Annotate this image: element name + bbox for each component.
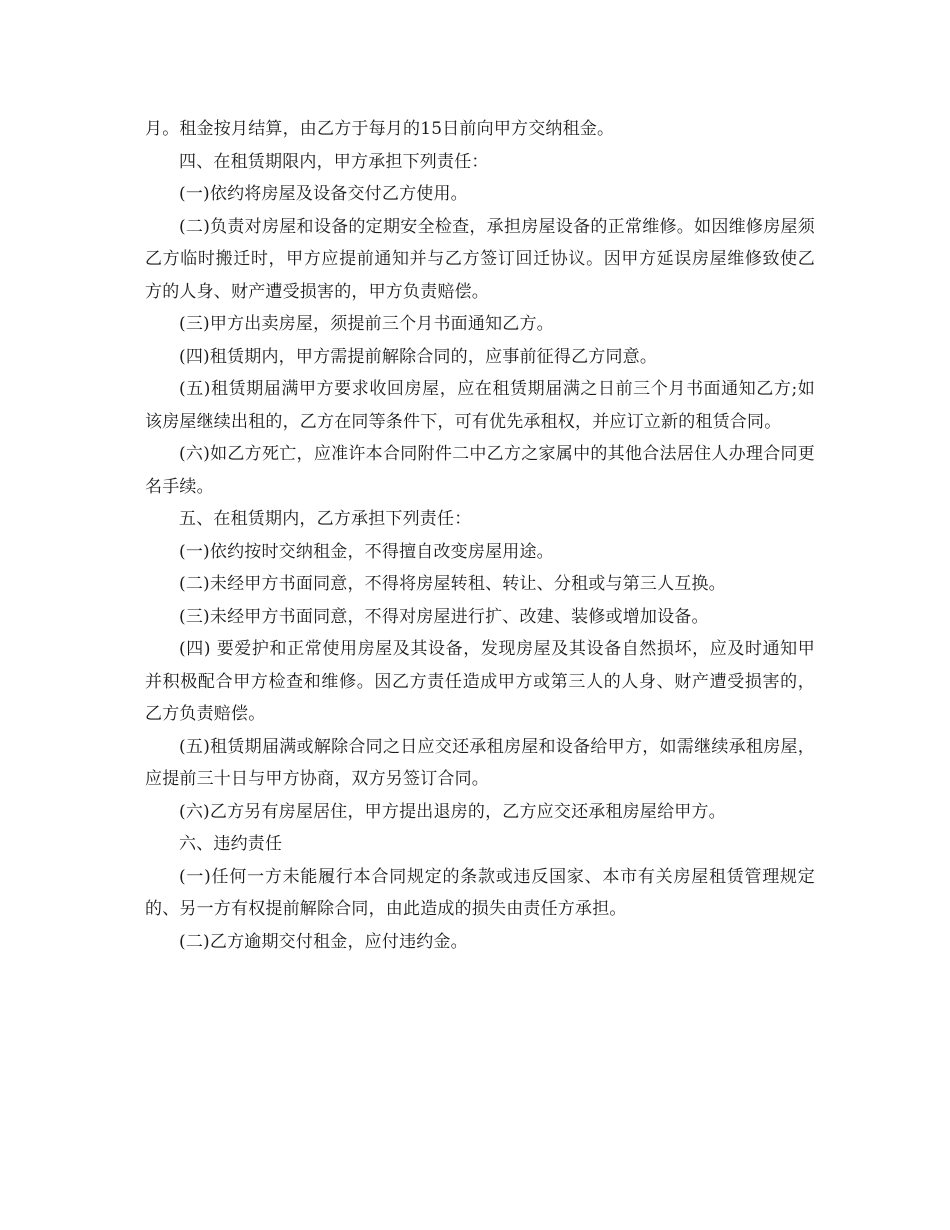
clause-lessee-1: (一)依约按时交纳租金，不得擅自改变房屋用途。 [179, 541, 554, 562]
clause-lessee-3: (三)未经甲方书面同意，不得对房屋进行扩、改建、装修或增加设备。 [179, 606, 709, 627]
section-heading-breach-liability: 六、违约责任 [179, 834, 283, 854]
document-body [145, 113, 815, 958]
clause-lessee-6: (六)乙方另有房屋居住，甲方提出退房的，乙方应交还承租房屋给甲方。 [179, 801, 726, 822]
clause-lessor-2: (二)负责对房屋和设备的定期安全检查，承担房屋设备的正常维修。如因维修房屋须乙方临时搬迁时，甲方应提前通知并与乙方签订回迁协议。因甲方延误房屋维修致使乙方的人身、财产遭受损害的，甲方负责赔偿。 [145, 216, 815, 302]
clause-lessor-5: (五)租赁期届满甲方要求收回房屋，应在租赁期届满之日前三个月书面通知乙方;如该房屋继续出租的，乙方在同等条件下，可有优先承租权，并应订立新的租赁合同。 [145, 379, 815, 432]
section-heading-lessee-duties: 五、在租赁期内，乙方承担下列责任： [179, 509, 472, 529]
clause-lessor-3: (三)甲方出卖房屋，须提前三个月书面通知乙方。 [179, 314, 554, 334]
clause-breach-1: (一)任何一方未能履行本合同规定的条款或违反国家、本市有关房屋租赁管理规定的、另一方有权提前解除合同，由此造成的损失由责任方承担。 [145, 866, 815, 919]
clause-lessor-6: (六)如乙方死亡，应准许本合同附件二中乙方之家属中的其他合法居住人办理合同更名手续。 [145, 444, 815, 497]
clause-breach-2: (二)乙方逾期交付租金，应付违约金。 [179, 931, 468, 952]
clause-lessor-1: (一)依约将房屋及设备交付乙方使用。 [179, 184, 468, 204]
clause-lessee-2: (二)未经甲方书面同意，不得将房屋转租、转让、分租或与第三人互换。 [179, 574, 726, 594]
clause-lessee-4: (四) 要爱护和正常使用房屋及其设备，发现房屋及其设备自然损坏，应及时通知甲并积极配合甲方检查和维修。因乙方责任造成甲方或第三人的人身、财产遭受损害的，乙方负责赔偿。 [145, 639, 815, 724]
clause-lessee-5: (五)租赁期届满或解除合同之日应交还承租房屋和设备给甲方，如需继续承租房屋，应提前三十日与甲方协商，双方另签订合同。 [145, 736, 815, 789]
section-heading-lessor-duties: 四、在租赁期限内，甲方承担下列责任： [179, 151, 489, 172]
clause-lessor-4: (四)租赁期内，甲方需提前解除合同的，应事前征得乙方同意。 [179, 346, 658, 367]
paragraph-rent-payment: 月。租金按月结算，由乙方于每月的15日前向甲方交纳租金。 [145, 119, 615, 139]
